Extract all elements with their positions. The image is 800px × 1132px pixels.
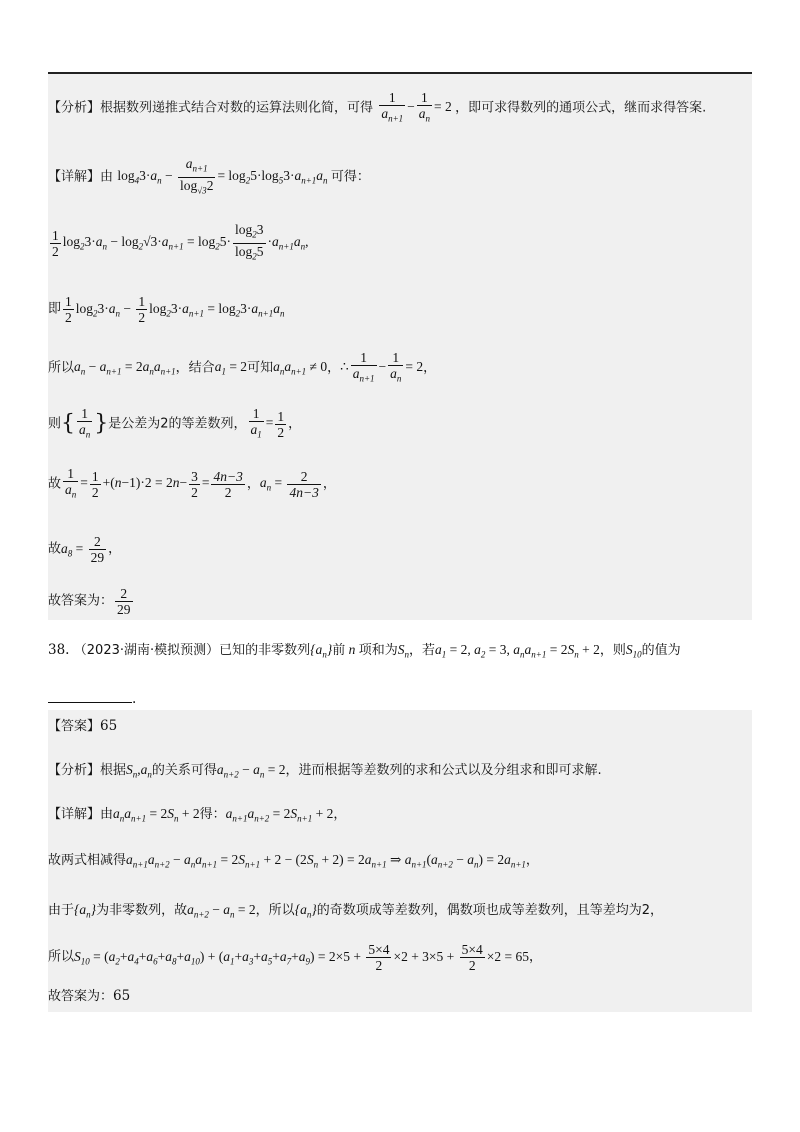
final-answer-fraction: $\frac{2}{29}$ xyxy=(117,586,131,617)
formula-S10-sum: $S_{10} = (a_2+a_4+a_6+a_8+a_{10}) + (a_1+a_3+a_5+a_7+a_9) = 2\times 5$ + $\frac{5\times 4}{2}$ ×2 + 3×5 + $\frac{5\times 4}{2}$ ×2 = 65 xyxy=(74,942,530,973)
answer-blank-line: . xyxy=(48,688,136,709)
final-answer-value: 65 xyxy=(113,988,131,1004)
parity-line: 由于$\{a_n\}$为非零数列，故$a_{n+2} - a_n = 2$，所以$\{a_n\}$的奇数项成等差数列，偶数项也成等差数列，且等差均为2， xyxy=(48,902,664,920)
answer-blank xyxy=(48,688,132,703)
analysis-line xyxy=(48,90,706,127)
formula-subtract: $a_{n+1}a_{n+2} - a_na_{n+1} = 2S_{n+1} + 2 - (2S_n + 2) = 2a_{n+1}$ ⇒ $a_{n+1}(a_{n+2} - a_n) = 2a_{n+1}$ xyxy=(126,852,526,870)
formula-conditions: $a_1 = 2$, $a_2 = 3$, $a_na_{n+1} = 2S_n + 2$ xyxy=(435,642,600,660)
analysis-text-2: ，即可求得数列的通项公式，继而求得答案. xyxy=(455,100,707,116)
analysis-label: 【分析】 xyxy=(48,100,101,116)
subtract-line: 故两式相减得$a_{n+1}a_{n+2} - a_na_{n+1} = 2S_{n+1} + 2 - (2S_n + 2) = 2a_{n+1}$ ⇒ $a_{n+1}(a_{n+2} - a_n) = 2a_{n+1}$， xyxy=(48,852,539,870)
formula-recip-seq: { $\frac{1}{a_n}$ } xyxy=(61,406,109,440)
sum-line: 所以$S_{10} = (a_2+a_4+a_6+a_8+a_{10}) + (a_1+a_3+a_5+a_7+a_9) = 2\times 5$ + $\frac{5\times 4}{2}$ ×2 + 3×5 + $\frac{5\times 4}{2}$ ×2 = 65， xyxy=(48,942,543,973)
formula-step-2: $\frac{1}{2}$ $\log_23\cdot a_n - \log_2√3\cdot a_{n+1} = \log_25\cdot$ $\frac{\log_23}{\log_25}$ $\cdot a_{n+1}a_n$, xyxy=(52,222,309,262)
step-5-line: 则{ $\frac{1}{a_n}$ }是公差为2的等差数列， $\frac{1}{a_1}$ = $\frac{1}{2}$ ， xyxy=(48,406,302,440)
formula-recip-a1: $\frac{1}{a_1}$ = $\frac{1}{2}$ xyxy=(250,406,285,440)
answer-label: 【答案】 xyxy=(48,719,101,734)
formula-given-recurrence: $\log_43\cdot a_n$ − $\frac{a_{n+1}}{\log_{√3}2}$ = $\log_25\cdot\log_53\cdot a_{n+1}a_n$ xyxy=(117,156,328,196)
formula-a8: $a_8$ = $\frac{2}{29}$ xyxy=(61,534,105,565)
solution-block-1 xyxy=(48,74,752,620)
formula-therefore: ∴ $\frac{1}{a_{n+1}}$ − $\frac{1}{a_n}$ = 2 xyxy=(340,350,424,384)
formula-diff-2: $a_{n+2} - a_n = 2$ xyxy=(216,762,286,780)
answer-value: 65 xyxy=(100,718,118,734)
answer-line xyxy=(48,716,117,737)
formula-general-term: $\frac{1}{a_n}$ = $\frac{1}{2}$ +(n−1)·2 = 2n− $\frac{3}{2}$ = $\frac{4n-3}{2}$ xyxy=(65,466,243,500)
question-source: （2023·湖南·模拟预测） xyxy=(73,643,220,658)
step-2-line xyxy=(48,222,308,264)
formula-seq-an: $\{a_n\}$ xyxy=(310,642,333,660)
step-6-line: 故 $\frac{1}{a_n}$ = $\frac{1}{2}$ +(n−1)·2 = 2n− $\frac{3}{2}$ = $\frac{4n-3}{2}$ ，$a_n$ = $\frac{2}{4n-3}$ ， xyxy=(48,466,336,500)
analysis-line-2: 【分析】根据$S_n,a_n$的关系可得$a_{n+2} - a_n = 2$，进而根据等差数列的求和公式以及分组求和即可求解. xyxy=(48,762,602,780)
detail-line: 【详解】由 $\log_43\cdot a_n$ − $\frac{a_{n+1}}{\log_{√3}2}$ = $\log_25\cdot\log_53\cdot a_{n+1}a_n$ 可得： xyxy=(48,156,370,196)
step-3-line: 即 $\frac{1}{2}$ $\log_23\cdot a_n$ − $\frac{1}{2}$ $\log_23\cdot a_{n+1} = \log_23\cdot a_{n+1}a_n$ xyxy=(48,294,285,325)
question-number: 38. xyxy=(48,642,70,658)
analysis-text: 根据数列递推式结合对数的运算法则化简，可得 xyxy=(100,100,374,116)
step-7-line: 故$a_8$ = $\frac{2}{29}$ ， xyxy=(48,534,122,565)
formula-an: $a_n$ = $\frac{2}{4n-3}$ xyxy=(259,468,319,500)
formula-nonzero: $a_na_{n+1} \ne 0$ xyxy=(273,359,328,378)
detail-label: 【详解】 xyxy=(48,169,101,185)
formula-step-4a: $a_n - a_{n+1} = 2a_na_{n+1}$ xyxy=(74,359,176,378)
final-answer-line-1: 故答案为： $\frac{2}{29}$ xyxy=(48,586,135,617)
formula-Sn: $S_n$ xyxy=(397,642,409,660)
detail-line-2: 【详解】由$a_na_{n+1} = 2S_n + 2$得：$a_{n+1}a_{n+2} = 2S_{n+1} + 2$， xyxy=(48,806,347,824)
formula-step-3: $\frac{1}{2}$ $\log_23\cdot a_n$ − $\frac{1}{2}$ $\log_23\cdot a_{n+1} = \log_23\cdot a_{n+1}a_n$ xyxy=(65,294,285,325)
formula-S10: $S_{10}$ xyxy=(625,642,642,660)
formula-recip-diff: $\frac{1}{a_{n+1}}$ − $\frac{1}{a_n}$ = 2 xyxy=(381,90,452,124)
final-answer-line-2: 故答案为：65 xyxy=(48,988,131,1004)
question-38: 38. （2023·湖南·模拟预测）已知的非零数列$\{a_n\}$前 n 项和为$S_n$，若$a_1 = 2$, $a_2 = 3$, $a_na_{n+1} = 2S_n + 2$，则$S_{10}$的值为 xyxy=(48,642,681,660)
solution-block-2 xyxy=(48,710,752,1012)
step-4-line: 所以$a_n - a_{n+1} = 2a_na_{n+1}$，结合$a_1 = 2$可知$a_na_{n+1} \ne 0$，∴ $\frac{1}{a_{n+1}}$ − $\frac{1}{a_n}$ = 2， xyxy=(48,350,437,384)
formula-a1: $a_1 = 2$ xyxy=(214,359,248,378)
